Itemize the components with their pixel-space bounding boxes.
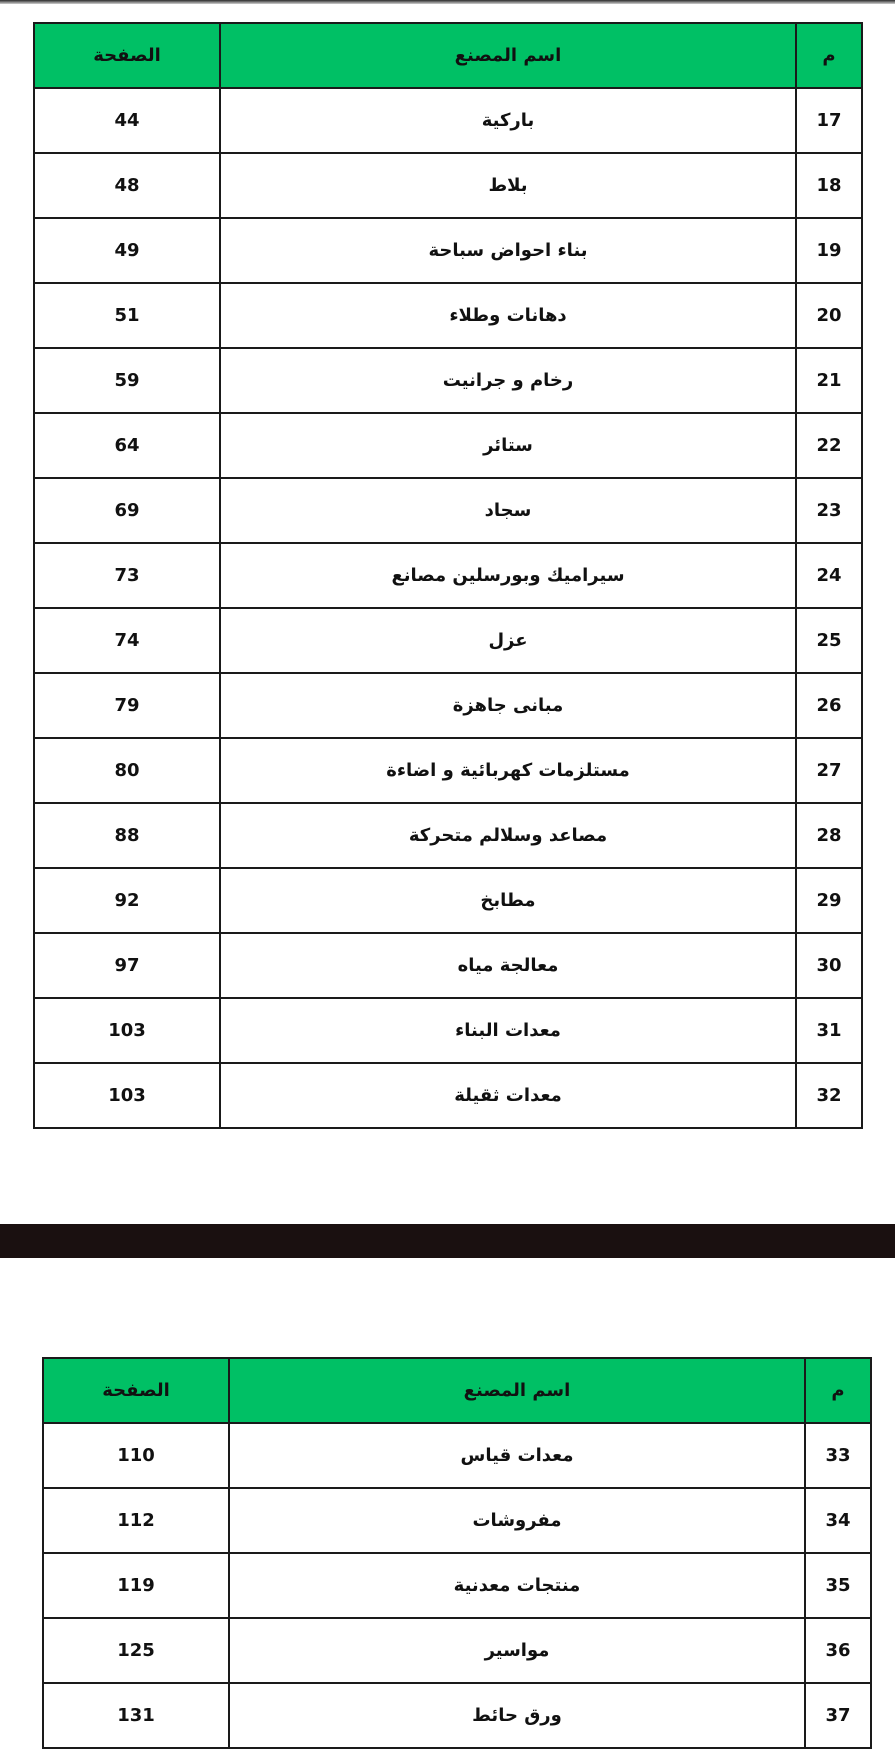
- row-factory-name: معدات البناء: [220, 998, 796, 1063]
- row-number: 37: [805, 1683, 871, 1748]
- row-page: 119: [43, 1553, 229, 1618]
- table-row: [43, 1618, 871, 1683]
- header-factory-name: اسم المصنع: [220, 23, 796, 88]
- row-number: 33: [805, 1423, 871, 1488]
- row-number: 32: [796, 1063, 862, 1128]
- table-row: [34, 348, 862, 413]
- table-row: [34, 738, 862, 803]
- row-page: 64: [34, 413, 220, 478]
- row-number: 23: [796, 478, 862, 543]
- row-factory-name: ورق حائط: [229, 1683, 805, 1748]
- page-top-edge: [0, 0, 895, 4]
- table-row: [34, 803, 862, 868]
- row-number: 19: [796, 218, 862, 283]
- row-factory-name: مستلزمات كهربائية و اضاءة: [220, 738, 796, 803]
- row-page: 103: [34, 1063, 220, 1128]
- row-number: 35: [805, 1553, 871, 1618]
- row-factory-name: معالجة مياه: [220, 933, 796, 998]
- row-number: 24: [796, 543, 862, 608]
- table-row: [34, 153, 862, 218]
- row-factory-name: معدات ثقيلة: [220, 1063, 796, 1128]
- header-number: م: [796, 23, 862, 88]
- row-number: 29: [796, 868, 862, 933]
- row-factory-name: رخام و جرانيت: [220, 348, 796, 413]
- table-row: [34, 1063, 862, 1128]
- row-number: 21: [796, 348, 862, 413]
- row-page: 92: [34, 868, 220, 933]
- factory-index-table-2: [42, 1357, 872, 1749]
- row-factory-name: بلاط: [220, 153, 796, 218]
- table-row: [34, 478, 862, 543]
- table-header-row: [43, 1358, 871, 1423]
- table-row: [34, 88, 862, 153]
- table-row: [34, 608, 862, 673]
- table-row: [43, 1683, 871, 1748]
- header-page: الصفحة: [43, 1358, 229, 1423]
- row-page: 51: [34, 283, 220, 348]
- row-factory-name: باركية: [220, 88, 796, 153]
- row-page: 74: [34, 608, 220, 673]
- row-page: 79: [34, 673, 220, 738]
- row-factory-name: ستائر: [220, 413, 796, 478]
- row-page: 112: [43, 1488, 229, 1553]
- row-number: 22: [796, 413, 862, 478]
- row-number: 28: [796, 803, 862, 868]
- row-page: 69: [34, 478, 220, 543]
- table-row: [34, 413, 862, 478]
- row-page: 49: [34, 218, 220, 283]
- row-factory-name: دهانات وطلاء: [220, 283, 796, 348]
- row-factory-name: مصاعد وسلالم متحركة: [220, 803, 796, 868]
- factory-index-table-1: [33, 22, 863, 1129]
- row-factory-name: مبانى جاهزة: [220, 673, 796, 738]
- row-factory-name: معدات قياس: [229, 1423, 805, 1488]
- table-row: [34, 543, 862, 608]
- row-page: 73: [34, 543, 220, 608]
- header-number: م: [805, 1358, 871, 1423]
- row-page: 103: [34, 998, 220, 1063]
- row-factory-name: سجاد: [220, 478, 796, 543]
- table-row: [34, 933, 862, 998]
- row-number: 30: [796, 933, 862, 998]
- table-row: [34, 868, 862, 933]
- row-number: 27: [796, 738, 862, 803]
- row-factory-name: منتجات معدنية: [229, 1553, 805, 1618]
- row-number: 26: [796, 673, 862, 738]
- section-divider-band: [0, 1224, 895, 1258]
- row-factory-name: عزل: [220, 608, 796, 673]
- row-factory-name: بناء احواض سباحة: [220, 218, 796, 283]
- row-page: 59: [34, 348, 220, 413]
- row-number: 18: [796, 153, 862, 218]
- row-number: 31: [796, 998, 862, 1063]
- table-row: [34, 998, 862, 1063]
- header-page: الصفحة: [34, 23, 220, 88]
- row-number: 25: [796, 608, 862, 673]
- row-page: 88: [34, 803, 220, 868]
- row-factory-name: مطابخ: [220, 868, 796, 933]
- table-header-row: [34, 23, 862, 88]
- row-number: 34: [805, 1488, 871, 1553]
- table-row: [34, 283, 862, 348]
- row-page: 48: [34, 153, 220, 218]
- row-page: 131: [43, 1683, 229, 1748]
- row-number: 17: [796, 88, 862, 153]
- row-factory-name: مفروشات: [229, 1488, 805, 1553]
- header-factory-name: اسم المصنع: [229, 1358, 805, 1423]
- table-row: [34, 218, 862, 283]
- row-factory-name: سيراميك وبورسلين مصانع: [220, 543, 796, 608]
- row-page: 97: [34, 933, 220, 998]
- row-number: 20: [796, 283, 862, 348]
- row-factory-name: مواسير: [229, 1618, 805, 1683]
- row-page: 44: [34, 88, 220, 153]
- row-page: 125: [43, 1618, 229, 1683]
- row-number: 36: [805, 1618, 871, 1683]
- row-page: 80: [34, 738, 220, 803]
- table-row: [43, 1488, 871, 1553]
- table-row: [34, 673, 862, 738]
- table-row: [43, 1553, 871, 1618]
- row-page: 110: [43, 1423, 229, 1488]
- table-row: [43, 1423, 871, 1488]
